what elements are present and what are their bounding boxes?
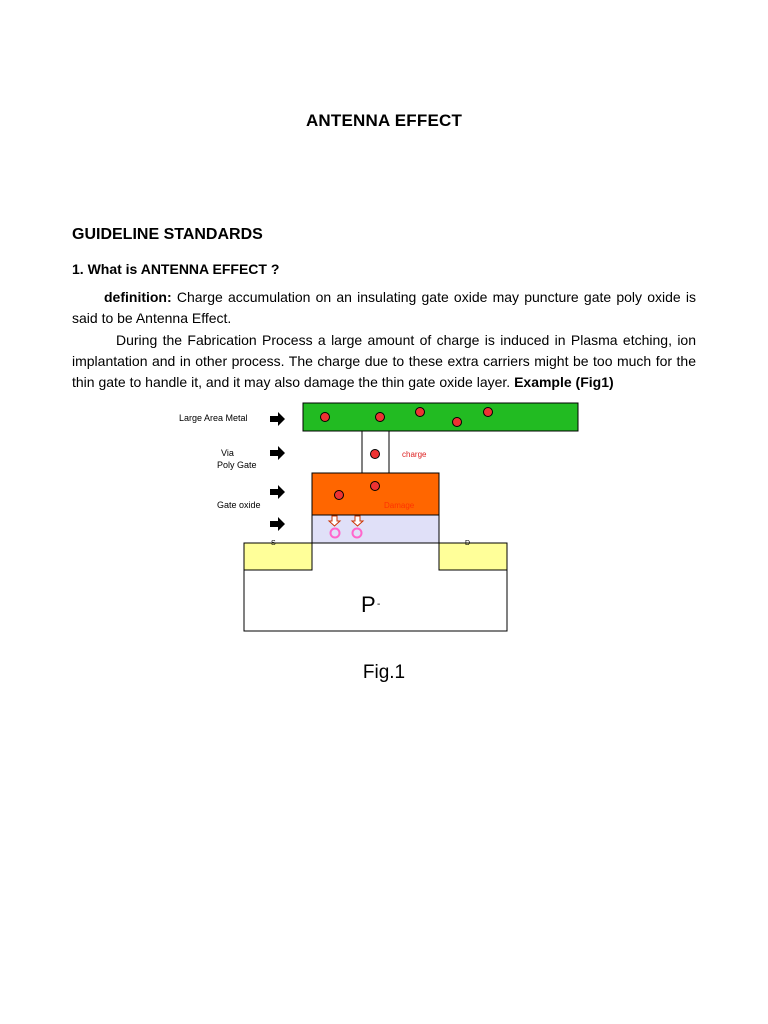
definition-text: Charge accumulation on an insulating gate oxide may puncture gate poly oxide is said to be Antenna Effect. [72,289,696,326]
pointer-arrows [270,412,285,531]
label-drain: D [465,540,471,547]
label-damage: Damage [384,501,415,510]
question-heading: 1. What is ANTENNA EFFECT ? [72,261,280,277]
example-reference: Example (Fig1) [514,374,614,390]
source-diffusion [244,543,312,570]
gate-oxide-layer [312,515,439,543]
right-arrow-icon [270,446,285,460]
right-arrow-icon [270,412,285,426]
label-substrate-sup: - [377,599,381,610]
charge-dot [371,450,380,459]
right-arrow-icon [270,485,285,499]
label-source: S [271,540,276,547]
fabrication-text: During the Fabrication Process a large amount of charge is induced in Plasma etching, ion implantation and in other process. The charge due to these extra carriers might be too much for the thin gate to handle it, and it may also damage the thin gate oxide layer. [72,332,696,390]
charge-dot [335,491,344,500]
label-via: Via [221,448,234,458]
charge-dot [484,408,493,417]
page-title: ANTENNA EFFECT [305,111,463,130]
charge-dot [416,408,425,417]
figure-caption: Fig.1 [362,662,406,683]
label-poly-gate: Poly Gate [217,460,257,470]
large-area-metal-layer [303,403,578,431]
fabrication-paragraph [72,330,696,393]
right-arrow-icon [270,517,285,531]
poly-gate-layer [312,473,439,515]
antenna-effect-diagram [0,395,768,645]
definition-label: definition: [104,289,172,305]
definition-paragraph [72,287,696,329]
label-gate-oxide: Gate oxide [217,500,261,510]
charge-dot [321,413,330,422]
section-heading: GUIDELINE STANDARDS [72,226,263,243]
label-large-area-metal: Large Area Metal [179,413,248,423]
label-substrate: P [361,592,376,617]
charge-dot [453,418,462,427]
drain-diffusion [439,543,507,570]
charge-dot [371,482,380,491]
label-charge: charge [402,450,427,459]
charge-dot [376,413,385,422]
